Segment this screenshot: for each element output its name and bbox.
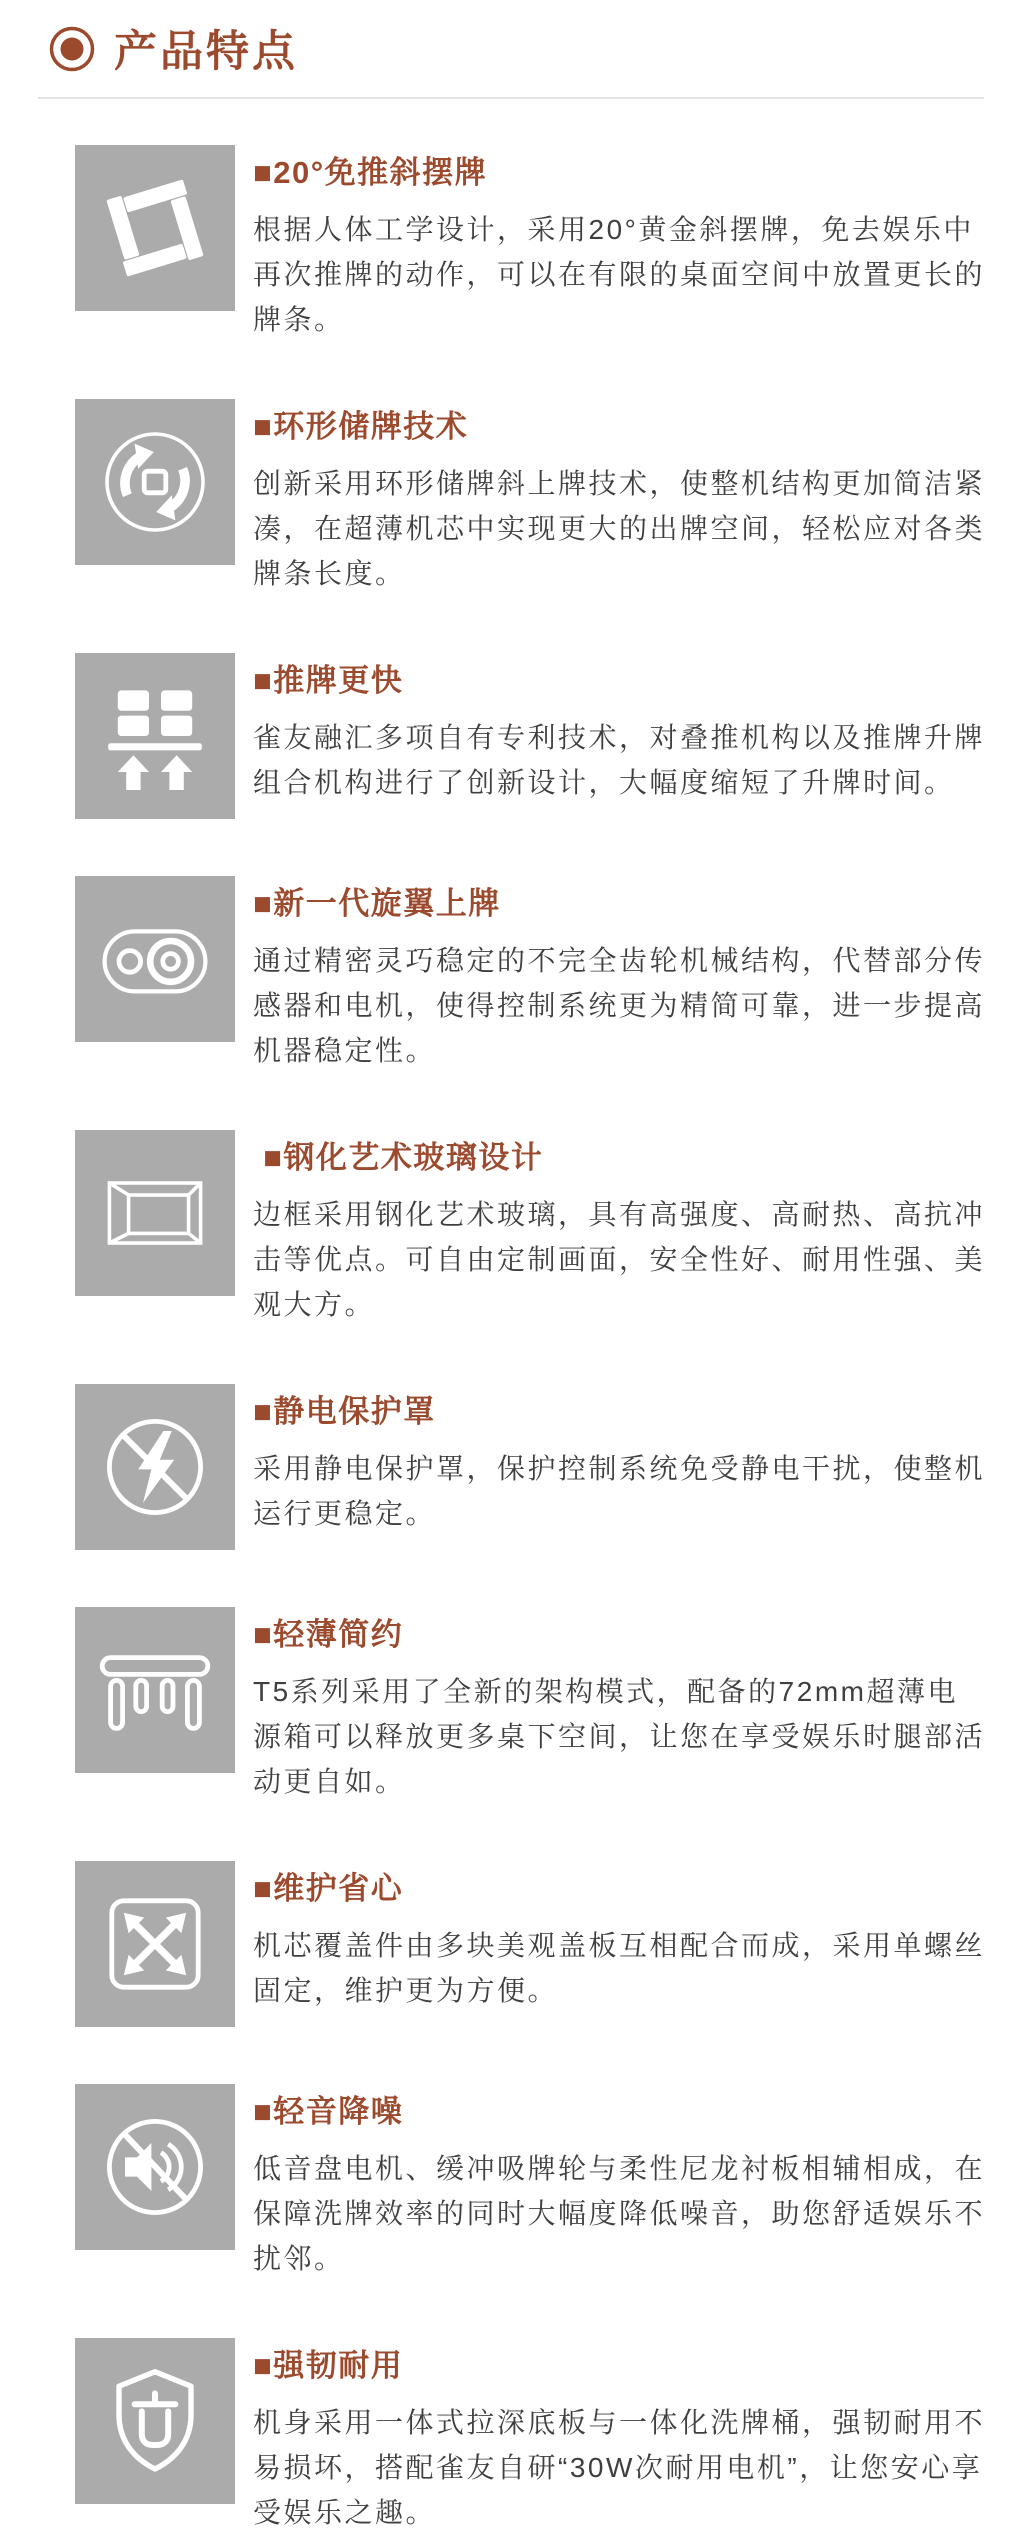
- feature-body: 低音盘电机、缓冲吸牌轮与柔性尼龙衬板相辅相成，在保障洗牌效率的同时大幅度降低噪音，助您舒适娱乐不扰邻。: [253, 2153, 986, 2274]
- push-tiles-arrows-icon: [75, 653, 235, 819]
- feature-title: ■维护省心: [253, 1871, 404, 1906]
- feature-title: ■20°免推斜摆牌: [253, 155, 488, 190]
- feature-text: [253, 399, 988, 596]
- feature-text: [253, 1130, 988, 1327]
- feature-text: [253, 2338, 988, 2535]
- feature-text: [253, 1607, 988, 1804]
- feature-body: 根据人体工学设计，采用20°黄金斜摆牌，免去娱乐中再次推牌的动作，可以在有限的桌面空间中放置更长的牌条。: [253, 214, 986, 335]
- expand-arrows-icon: [75, 1861, 235, 2027]
- feature-title: ■钢化艺术玻璃设计: [253, 1140, 544, 1175]
- feature-item: [75, 1861, 1022, 2027]
- ring-storage-icon: [75, 399, 235, 565]
- feature-title: ■静电保护罩: [253, 1394, 436, 1429]
- feature-text: [253, 1861, 988, 2027]
- feature-title: ■强韧耐用: [253, 2348, 404, 2383]
- feature-body: 通过精密灵巧稳定的不完全齿轮机械结构，代替部分传感器和电机，使得控制系统更为精简可靠，进一步提高机器稳定性。: [253, 945, 986, 1066]
- feature-body: 创新采用环形储牌斜上牌技术，使整机结构更加简洁紧凑，在超薄机芯中实现更大的出牌空间，轻松应对各类牌条长度。: [253, 468, 986, 589]
- feature-text: [253, 653, 988, 819]
- feature-body: 采用静电保护罩，保护控制系统免受静电干扰，使整机运行更稳定。: [253, 1453, 986, 1529]
- tilted-tiles-icon: [75, 145, 235, 311]
- feature-text: [253, 145, 988, 342]
- rotor-gear-icon: [75, 876, 235, 1042]
- feature-list: [0, 99, 1022, 2535]
- feature-item: [75, 1607, 1022, 1804]
- feature-body: 边框采用钢化艺术玻璃，具有高强度、高耐热、高抗冲击等优点。可自由定制画面，安全性好、耐用性强、美观大方。: [253, 1199, 986, 1320]
- feature-item: [75, 2084, 1022, 2281]
- feature-text: [253, 876, 988, 1073]
- feature-body: 雀友融汇多项自有专利技术，对叠推机构以及推牌升牌组合机构进行了创新设计，大幅度缩短了升牌时间。: [253, 722, 986, 798]
- section-header: [0, 0, 1022, 79]
- feature-title: ■环形储牌技术: [253, 409, 469, 444]
- slim-table-icon: [75, 1607, 235, 1773]
- feature-item: [75, 145, 1022, 342]
- feature-text: [253, 1384, 988, 1550]
- feature-item: [75, 653, 1022, 819]
- feature-body: 机身采用一体式拉深底板与一体化洗牌桶，强韧耐用不易损坏，搭配雀友自研“30W次耐用电机”，让您安心享受娱乐之趣。: [253, 2407, 986, 2528]
- glass-frame-icon: [75, 1130, 235, 1296]
- feature-item: [75, 2338, 1022, 2535]
- feature-body: T5系列采用了全新的架构模式，配备的72mm超薄电源箱可以释放更多桌下空间，让您在享受娱乐时腿部活动更自如。: [253, 1676, 986, 1797]
- anti-static-icon: [75, 1384, 235, 1550]
- mute-speaker-icon: [75, 2084, 235, 2250]
- feature-title: ■新一代旋翼上牌: [253, 886, 501, 921]
- feature-text: [253, 2084, 988, 2281]
- feature-title: ■轻音降噪: [253, 2094, 404, 2129]
- feature-item: [75, 876, 1022, 1073]
- page-title: 产品特点: [114, 28, 298, 76]
- feature-item: [75, 399, 1022, 596]
- feature-item: [75, 1130, 1022, 1327]
- feature-item: [75, 1384, 1022, 1550]
- bullseye-icon: [48, 25, 96, 73]
- feature-title: ■轻薄简约: [253, 1617, 404, 1652]
- shield-bucket-icon: [75, 2338, 235, 2504]
- feature-body: 机芯覆盖件由多块美观盖板互相配合而成，采用单螺丝固定，维护更为方便。: [253, 1930, 986, 2006]
- feature-title: ■推牌更快: [253, 663, 404, 698]
